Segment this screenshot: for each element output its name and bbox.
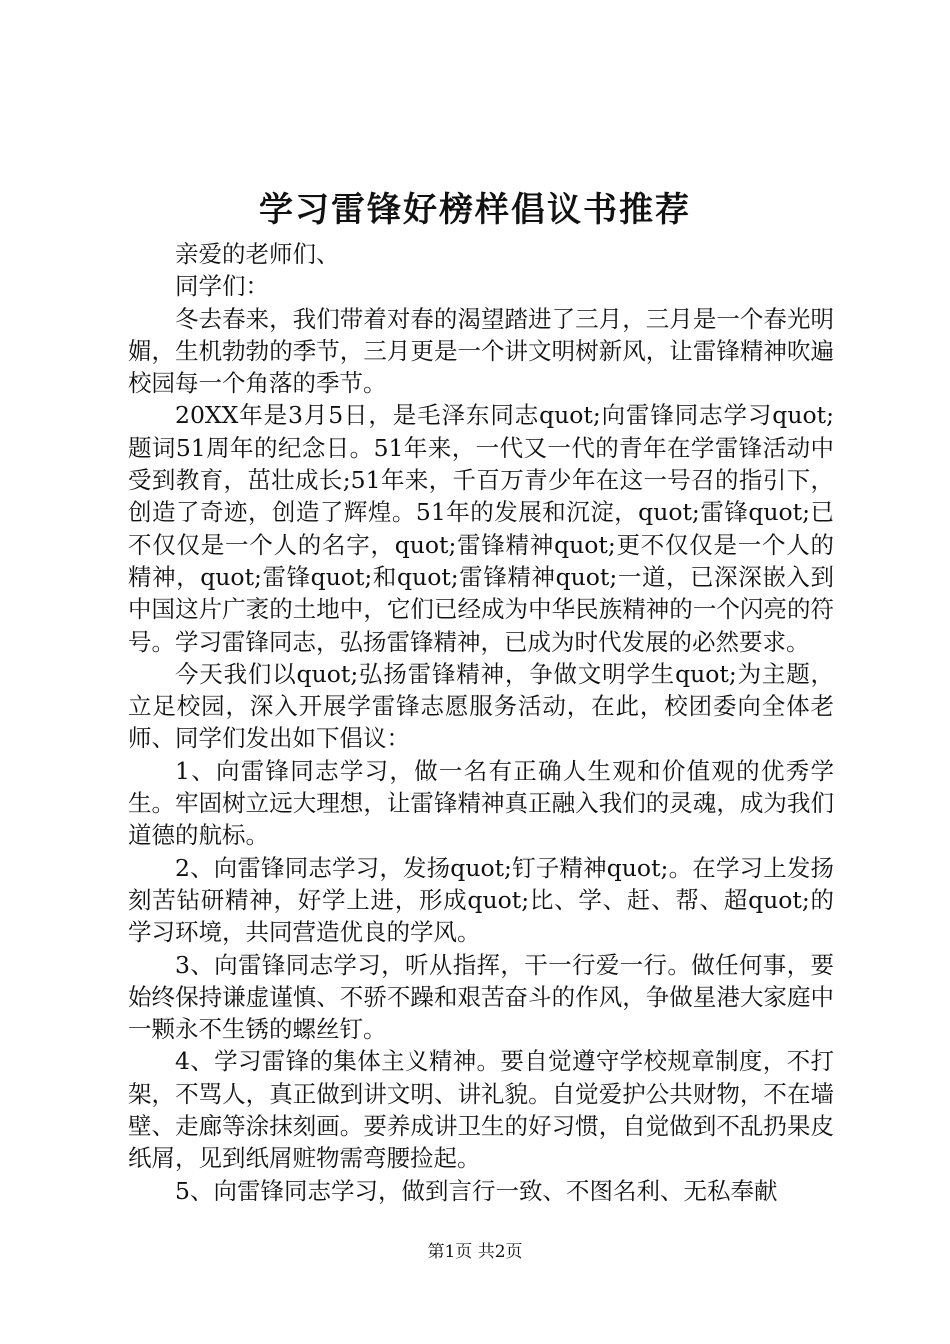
proposal-item-2: 2、向雷锋同志学习，发扬quot;钉子精神quot;。在学习上发扬刻苦钻研精神，好学上进，形成quot;比、学、赶、帮、超quot;的学习环境，共同营造优良的学风。 [128,853,834,947]
proposal-item-3: 3、向雷锋同志学习，听从指挥，干一行爱一行。做任何事，要始终保持谦虚谨慎、不骄不躁和艰苦奋斗的作风，争做星港大家庭中一颗永不生锈的螺丝钉。 [128,950,834,1044]
document-body [128,238,834,1207]
proposal-item-4: 4、学习雷锋的集体主义精神。要自觉遵守学校规章制度，不打架，不骂人，真正做到讲文明、讲礼貌。自觉爱护公共财物，不在墙壁、走廊等涂抹刻画。要养成讲卫生的好习惯，自觉做到不乱扔果皮纸屑，见到纸屑赃物需弯腰捡起。 [128,1047,834,1173]
paragraph-anniversary: 20XX年是3月5日，是毛泽东同志quot;向雷锋同志学习quot;题词51周年的纪念日。51年来，一代又一代的青年在学雷锋活动中受到教育，茁壮成长;51年来，千百万青少年在这一号召的指引下，创造了奇迹，创造了辉煌。51年的发展和沉淀，quot;雷锋quot;已不仅仅是一个人的名字，quot;雷锋精神quot;更不仅仅是一个人的精神，quot;雷锋quot;和quot;雷锋精神quot;一道，已深深嵌入到中国这片广袤的土地中，它们已经成为中华民族精神的一个闪亮的符号。学习雷锋同志，弘扬雷锋精神，已成为时代发展的必然要求。 [128,401,834,656]
proposal-item-1: 1、向雷锋同志学习，做一名有正确人生观和价值观的优秀学生。牢固树立远大理想，让雷锋精神真正融入我们的灵魂，成为我们道德的航标。 [128,756,834,850]
paragraph-theme: 今天我们以quot;弘扬雷锋精神，争做文明学生quot;为主题，立足校园，深入开展学雷锋志愿服务活动，在此，校团委向全体老师、同学们发出如下倡议： [128,659,834,753]
document-title: 学习雷锋好榜样倡议书推荐 [259,190,691,230]
proposal-item-5: 5、向雷锋同志学习，做到言行一致、不图名利、无私奉献 [175,1176,778,1205]
greeting-line-2: 同学们： [175,272,269,301]
greeting-line-1: 亲爱的老师们、 [175,240,340,268]
paragraph-intro: 冬去春来，我们带着对春的渴望踏进了三月，三月是一个春光明媚，生机勃勃的季节，三月更是一个讲文明树新风，让雷锋精神吹遍校园每一个角落的季节。 [128,304,834,398]
page-footer: 第1页 共2页 [427,1242,523,1262]
